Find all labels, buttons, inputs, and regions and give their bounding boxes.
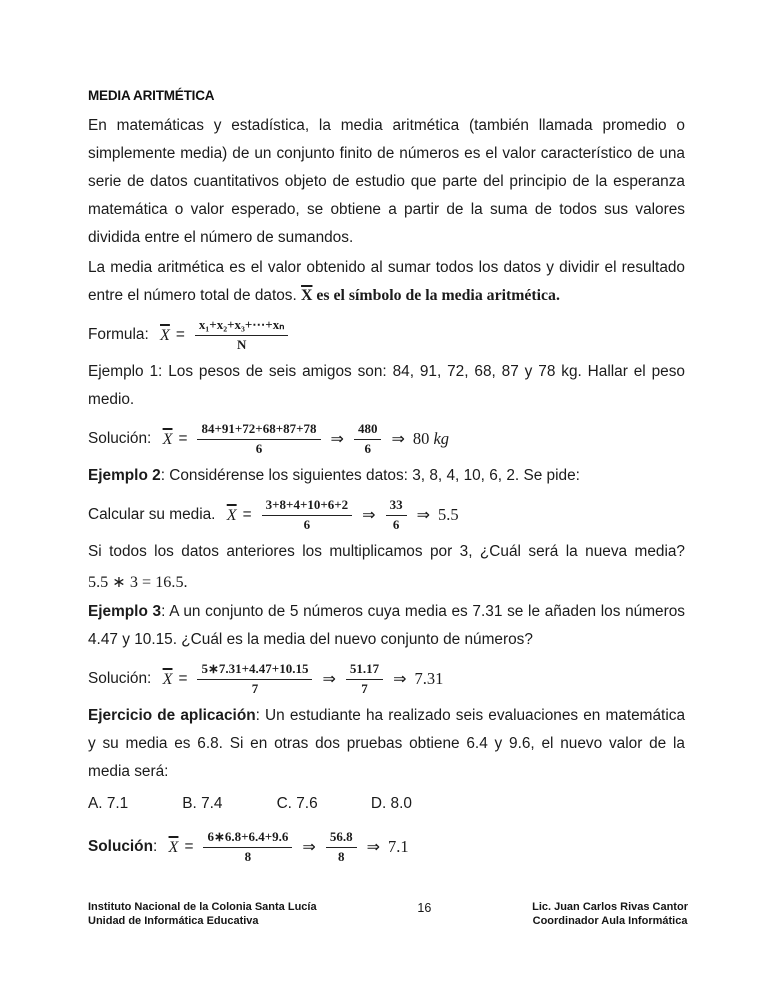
result-value: 7.31 <box>414 669 444 688</box>
fraction <box>195 317 289 354</box>
fraction <box>386 497 407 534</box>
application-exercise-text: : Un estudiante ha realizado seis evaluaciones en matemática y su media es 6.8. Si en otras dos pruebas obtiene 6.4 y 9.6, el nuevo valor de la media será: <box>88 707 685 780</box>
implies-arrow-icon: ⇒ <box>330 431 344 448</box>
example2-title: Ejemplo 2 <box>88 467 161 484</box>
example3-text: : A un conjunto de 5 números cuya media es 7.31 se le añaden los números 4.47 y 10.15. ¿Cuál es la media del nuevo conjunto de números? <box>88 603 685 648</box>
equals-sign: = <box>178 430 188 447</box>
example2-text: : Considérense los siguientes datos: 3, 8, 4, 10, 6, 2. Se pide: <box>160 467 580 484</box>
footer-author <box>532 900 688 928</box>
implies-arrow-icon: ⇒ <box>416 507 430 524</box>
equals-sign: = <box>184 838 194 855</box>
numerator: 56.8 <box>326 829 357 848</box>
application-exercise-paragraph <box>88 702 685 786</box>
example1-paragraph: Ejemplo 1: Los pesos de seis amigos son: 84, 91, 72, 68, 87 y 78 kg. Hallar el peso medio. <box>88 363 685 408</box>
author-name: Lic. Juan Carlos Rivas Cantor <box>532 901 688 913</box>
denominator: 6 <box>303 516 311 532</box>
x-bar-symbol: $\overline{X}$ <box>226 505 237 524</box>
numerator: x₁+x₂+x₃+⋯+xₙ <box>195 317 289 336</box>
option-c: C. 7.6 <box>276 795 318 812</box>
footer-institution <box>88 900 317 928</box>
fraction <box>346 661 383 698</box>
numerator: 84+91+72+68+87+78 <box>197 421 320 440</box>
example3-title: Ejemplo 3 <box>88 603 162 620</box>
institution-name: Instituto Nacional de la Colonia Santa Lucía <box>88 901 317 913</box>
fraction <box>203 829 292 866</box>
denominator: 6 <box>364 440 371 456</box>
page-footer <box>88 900 688 928</box>
final-solution-line <box>88 824 685 870</box>
solution-colon: : <box>152 838 162 855</box>
example2-paragraph <box>88 462 685 490</box>
institution-unit: Unidad de Informática Educativa <box>88 915 259 927</box>
x-bar-symbol: $\overline{X}$ <box>301 287 313 304</box>
implies-arrow-icon: ⇒ <box>322 671 336 688</box>
numerator: 3+8+4+10+6+2 <box>262 497 353 516</box>
denominator: 8 <box>337 848 345 864</box>
numerator: 51.17 <box>346 661 383 680</box>
result-unit: kg <box>433 429 450 448</box>
result-value: 80 <box>412 429 434 448</box>
solution-label-bold <box>88 838 162 856</box>
fraction <box>197 421 320 458</box>
example2-question-paragraph: Si todos los datos anteriores los multiplicamos por 3, ¿Cuál será la nueva media? <box>88 543 685 560</box>
equals-sign: = <box>175 326 185 343</box>
implies-arrow-icon: ⇒ <box>391 431 405 448</box>
denominator: N <box>236 336 247 352</box>
example2-mean-line <box>88 492 685 538</box>
author-role: Coordinador Aula Informática <box>532 915 688 927</box>
formula-line <box>88 312 685 358</box>
example3-paragraph <box>88 598 685 654</box>
implies-arrow-icon: ⇒ <box>393 671 407 688</box>
fraction <box>354 421 382 458</box>
intro-paragraph: En matemáticas y estadística, la media aritmética (también llamada promedio o simplemente media) de un conjunto finito de números es el valor característico de una serie de datos cuantitativos objeto de estudio que parte del principio de la esperanza matemática o valor esperado, se obtiene a partir de la suma de todos sus valores dividida entre el número de sumandos. <box>88 117 685 246</box>
option-b: B. 7.4 <box>182 795 223 812</box>
option-d: D. 8.0 <box>370 795 412 812</box>
example3-solution-line <box>88 656 685 702</box>
document-heading: MEDIA ARITMÉTICA <box>88 88 215 103</box>
denominator: 8 <box>244 848 252 864</box>
x-bar-symbol: $\overline{X}$ <box>160 325 170 344</box>
denominator: 6 <box>255 440 263 456</box>
calculate-label: Calcular su media. <box>88 506 220 523</box>
implies-arrow-icon: ⇒ <box>366 839 380 856</box>
definition-bold-text: es el símbolo de la media aritmética. <box>312 287 560 304</box>
example1-solution-line <box>88 416 685 462</box>
fraction <box>326 829 357 866</box>
x-bar-symbol: $\overline{X}$ <box>168 837 179 856</box>
x-bar-symbol: $\overline{X}$ <box>162 669 173 688</box>
result-value: 7.1 <box>387 837 409 856</box>
numerator: 480 <box>354 421 382 440</box>
denominator: 6 <box>392 516 400 532</box>
page-content <box>88 88 685 870</box>
denominator: 7 <box>251 680 259 696</box>
implies-arrow-icon: ⇒ <box>362 507 376 524</box>
solution-label: Solución: <box>88 670 156 687</box>
numerator: 5∗7.31+4.47+10.15 <box>197 661 312 680</box>
page-number: 16 <box>417 901 432 915</box>
numerator: 6∗6.8+6.4+9.6 <box>203 829 292 848</box>
example2-product-line: 5.5 ∗ 3 = 16.5. <box>88 573 188 591</box>
numerator: 33 <box>386 497 407 516</box>
x-bar-symbol: $\overline{X}$ <box>162 429 173 448</box>
fraction <box>197 661 312 698</box>
solution-label: Solución: <box>88 430 156 447</box>
result-value: 5.5 <box>437 505 459 524</box>
application-exercise-title: Ejercicio de aplicación <box>88 707 256 724</box>
fraction <box>262 497 353 534</box>
equals-sign: = <box>178 670 188 687</box>
mean-definition-paragraph <box>88 254 685 310</box>
option-a: A. 7.1 <box>88 795 129 812</box>
equals-sign: = <box>242 506 252 523</box>
implies-arrow-icon: ⇒ <box>302 839 316 856</box>
formula-label: Formula: <box>88 326 153 343</box>
solution-word: Solución <box>88 838 153 855</box>
answer-options-row <box>88 790 685 818</box>
denominator: 7 <box>361 680 368 696</box>
definition-text: La media aritmética es el valor obtenido al sumar todos los datos y dividir el resultado entre el número total de datos. <box>88 259 685 304</box>
